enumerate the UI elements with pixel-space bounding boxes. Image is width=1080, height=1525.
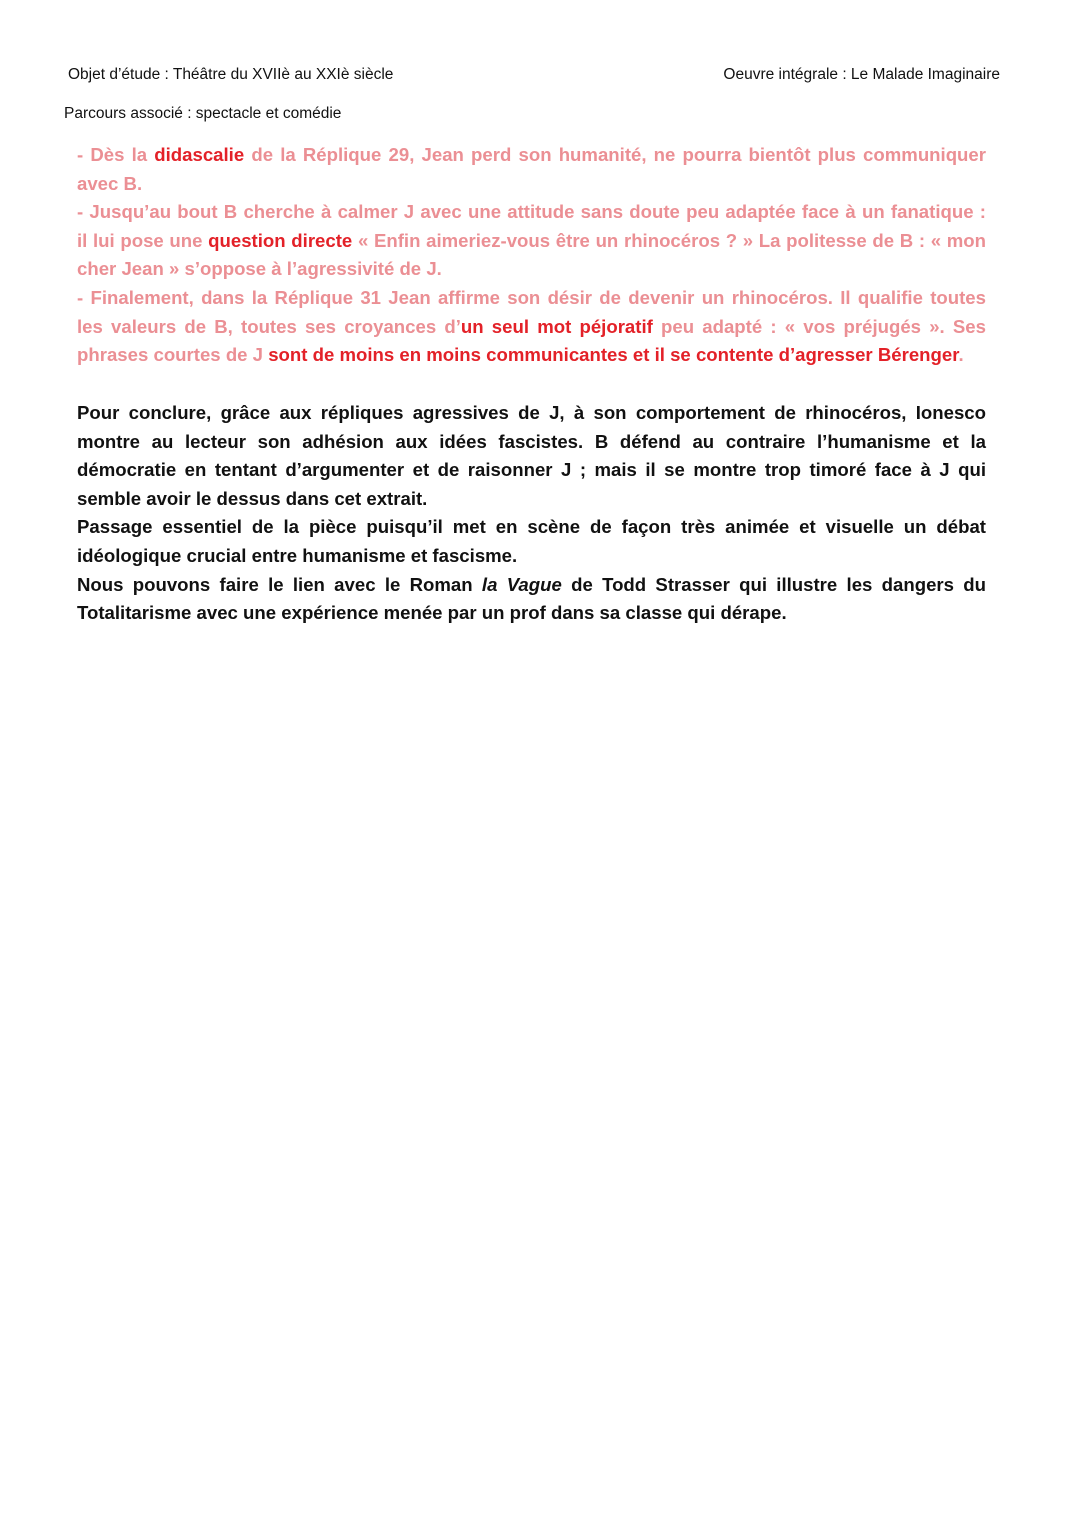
text-run: phrases courtes de J	[77, 344, 269, 366]
text-run: « Enfin aimeriez-vous être un rhinocéros ? » La politesse de B : « mon	[352, 229, 986, 251]
text-run: de la Réplique 29, Jean perd son humanité, ne pourra bientôt plus communiquer	[244, 144, 986, 165]
text-run: avec B.	[77, 172, 143, 194]
conclusion-section	[77, 399, 986, 628]
analysis-section	[77, 141, 986, 370]
analysis-line-2	[77, 170, 986, 199]
text-run: - Finalement, dans la Réplique 31 Jean affirme son désir de devenir un rhinocéros. Il qualifie toutes	[77, 286, 986, 308]
text-run: il lui pose une	[77, 229, 209, 251]
text-run: .	[958, 344, 964, 366]
text-run: les valeurs de B, toutes ses croyances d’	[77, 315, 461, 337]
text-run: - Jusqu’au bout B cherche à calmer J avec une attitude sans doute peu adaptée face à un fanatique :	[77, 201, 986, 223]
conclusion-paragraph-3	[77, 571, 986, 628]
keyword-agresser: sont de moins en moins communicantes et il se contente d’agresser Bérenger	[268, 344, 959, 366]
conclusion-paragraph-2: Passage essentiel de la pièce puisqu’il met en scène de façon très animée et visuelle un débat idéologique crucial entre humanisme et fascisme.	[77, 516, 986, 566]
analysis-line-6	[77, 284, 986, 313]
keyword-question-directe: question directe	[208, 229, 353, 251]
analysis-line-8	[77, 341, 986, 370]
header-work: Oeuvre intégrale : Le Malade Imaginaire	[723, 66, 1000, 83]
analysis-line-5	[77, 255, 986, 284]
analysis-line-7	[77, 313, 986, 342]
text-run: - Dès la	[77, 144, 155, 165]
header-study-object: Objet d’étude : Théâtre du XVIIè au XXIè siècle	[68, 66, 394, 83]
keyword-mot-pejoratif: un seul mot péjoratif	[460, 315, 653, 337]
text-run: peu adapté : « vos préjugés ». Ses	[652, 315, 986, 337]
header-course: Parcours associé : spectacle et comédie	[64, 105, 342, 122]
text-run: de Todd Strasser qui illustre les dangers du Totalitarisme avec une expérience menée par un prof dans sa classe qui dérape.	[77, 573, 987, 624]
keyword-didascalie: didascalie	[154, 144, 245, 165]
novel-title: la Vague	[481, 573, 562, 595]
text-run: cher Jean » s’oppose à l’agressivité de J.	[77, 258, 442, 280]
text-run: Nous pouvons faire le lien avec le Roman	[77, 573, 482, 595]
analysis-line-1	[77, 141, 986, 170]
conclusion-paragraph-1: Pour conclure, grâce aux répliques agressives de J, à son comportement de rhinocéros, Ionesco montre au lecteur son adhésion aux idées fascistes. B défend au contraire l’humanisme et la démocratie en tentant d’argumenter et de raisonner J ; mais il se montre trop timoré face à J qui semble avoir le dessus dans cet extrait.	[77, 402, 986, 509]
analysis-line-3	[77, 198, 986, 227]
analysis-line-4	[77, 227, 986, 256]
